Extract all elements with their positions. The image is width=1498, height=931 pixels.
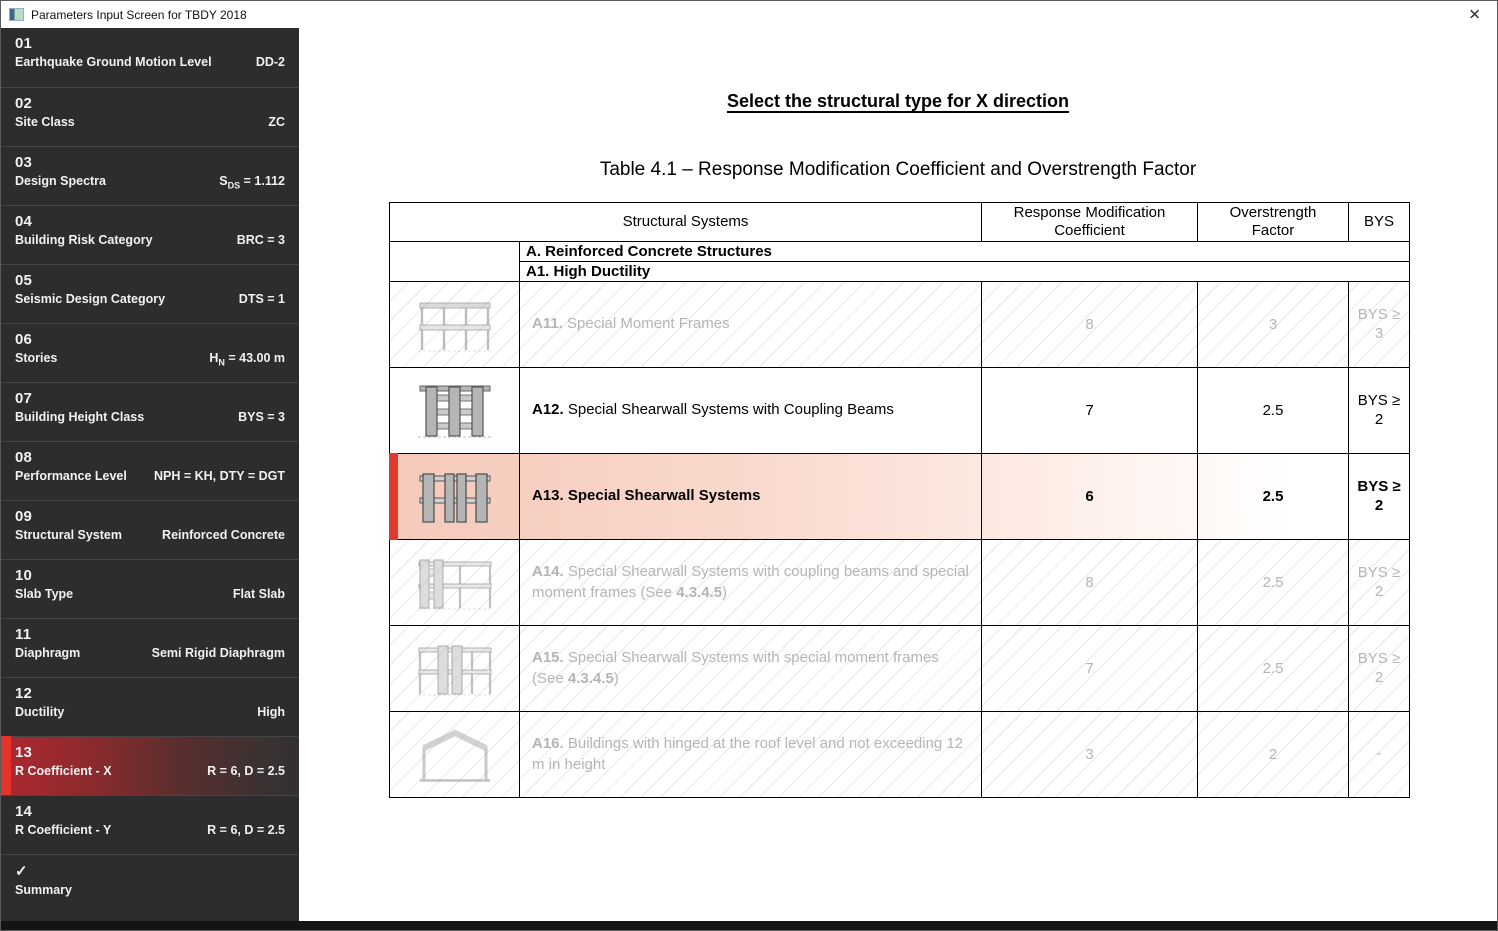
sidebar-item-value: NPH = KH, DTY = DGT [153, 469, 285, 483]
sidebar-item-label: Design Spectra [15, 174, 107, 188]
gable-frame-icon [414, 745, 496, 762]
sidebar-item-number: 11 [15, 626, 32, 643]
structural-type-row-a16[interactable] [390, 712, 1410, 798]
sidebar-item-value: Semi Rigid Diaphragm [151, 646, 285, 660]
sidebar-item-structural-system[interactable] [1, 500, 299, 559]
sidebar-item-label: Structural System [15, 528, 122, 542]
sidebar-item-number: 12 [15, 685, 33, 702]
wall-frame-icon [414, 659, 496, 676]
response-modification-coefficient-value: 8 [982, 282, 1198, 368]
overstrength-factor-value: 3 [1198, 282, 1349, 368]
row-description: A15. Special Shearwall Systems with special moment frames (See 4.3.4.5) [520, 626, 982, 712]
close-icon[interactable]: ✕ [1468, 6, 1481, 23]
structural-type-row-a14[interactable] [390, 540, 1410, 626]
sidebar-item-value: $H_N = 43.00$ m [209, 351, 285, 368]
response-modification-coefficient-value: 7 [982, 368, 1198, 454]
overstrength-factor-value: 2 [1198, 712, 1349, 798]
overstrength-factor-value: 2.5 [1198, 626, 1349, 712]
window-bottom-bar [1, 921, 1497, 930]
col-header-overstrength-factor: Overstrength Factor [1198, 203, 1349, 242]
sidebar-item-seismic-design-category[interactable] [1, 264, 299, 323]
sidebar-item-label: Stories [15, 351, 58, 365]
sidebar-item-value: R = 6, D = 2.5 [207, 764, 285, 778]
section-icon-spacer [390, 242, 520, 282]
shearwall-icon [414, 487, 496, 504]
sidebar-item-value: DD-2 [255, 55, 285, 69]
sidebar-item-label: Building Height Class [15, 410, 145, 424]
row-description: A13. Special Shearwall Systems [520, 454, 982, 540]
sidebar-item-site-class[interactable] [1, 87, 299, 146]
sidebar-item-label: Slab Type [15, 587, 74, 601]
sidebar-item-label: Diaphragm [15, 646, 81, 660]
structural-type-row-a12[interactable] [390, 368, 1410, 454]
sidebar-item-number: 10 [15, 567, 33, 584]
sidebar-item-label: Ductility [15, 705, 65, 719]
sidebar-item-label: R Coefficient - X [15, 764, 112, 778]
sidebar-item-number: 08 [15, 449, 33, 466]
bys-value: BYS ≥ 2 [1349, 540, 1410, 626]
bys-value: - [1349, 712, 1410, 798]
sidebar-item-value: BYS = 3 [238, 410, 285, 424]
sidebar-item-number: ✓ [15, 863, 28, 880]
sidebar-item-label: Site Class [15, 115, 75, 129]
col-header-response-modification-coefficient: Response Modification Coefficient [982, 203, 1198, 242]
sidebar-item-diaphragm[interactable] [1, 618, 299, 677]
page-title: Select the structural type for X direction [726, 91, 1070, 111]
sidebar-item-label: Earthquake Ground Motion Level [15, 55, 212, 69]
row-description: A11. Special Moment Frames [520, 282, 982, 368]
sidebar-item-number: 03 [15, 154, 33, 171]
sidebar-item-earthquake-ground-motion-level[interactable] [1, 28, 299, 87]
row-description: A16. Buildings with hinged at the roof level and not exceeding 12 m in height [520, 712, 982, 798]
sidebar-item-number: 05 [15, 272, 33, 289]
structural-type-row-a13[interactable] [390, 454, 1410, 540]
structural-type-row-a11[interactable] [390, 282, 1410, 368]
response-modification-coefficient-value: 8 [982, 540, 1198, 626]
sidebar [1, 28, 299, 921]
sidebar-item-number: 09 [15, 508, 33, 525]
coupled-shearwall-icon [414, 401, 496, 418]
sidebar-item-value: R = 6, D = 2.5 [207, 823, 285, 837]
sidebar-item-building-height-class[interactable] [1, 382, 299, 441]
sidebar-item-value: Flat Slab [232, 587, 285, 601]
row-description: A12. Special Shearwall Systems with Coupling Beams [520, 368, 982, 454]
table-caption: Table 4.1 – Response Modification Coefficient and Overstrength Factor [599, 159, 1197, 180]
sidebar-item-value: High [257, 705, 285, 719]
sidebar-item-value: Reinforced Concrete [162, 528, 285, 542]
sidebar-item-design-spectra[interactable] [1, 146, 299, 205]
sidebar-item-r-coefficient-y[interactable] [1, 795, 299, 854]
sidebar-item-number: 13 [15, 744, 33, 761]
sidebar-item-performance-level[interactable] [1, 441, 299, 500]
sidebar-item-building-risk-category[interactable] [1, 205, 299, 264]
section-row-a [390, 242, 1410, 262]
sidebar-item-label: R Coefficient - Y [15, 823, 112, 837]
row-description: A14. Special Shearwall Systems with coupling beams and special moment frames (See 4.3.4.5) [520, 540, 982, 626]
sidebar-item-label: Performance Level [15, 469, 127, 483]
response-modification-coefficient-value: 6 [982, 454, 1198, 540]
titlebar [1, 1, 1497, 28]
response-modification-coefficient-value: 7 [982, 626, 1198, 712]
app-icon [9, 8, 24, 21]
response-table [389, 202, 1410, 798]
bys-value: BYS ≥ 2 [1349, 368, 1410, 454]
overstrength-factor-value: 2.5 [1198, 368, 1349, 454]
sidebar-item-number: 02 [15, 95, 33, 112]
sidebar-item-number: 06 [15, 331, 33, 348]
sidebar-item-number: 14 [15, 803, 33, 820]
col-header-bys: BYS [1349, 203, 1410, 242]
moment-frame-icon [414, 315, 496, 332]
section-row-a1 [390, 262, 1410, 282]
sidebar-item-ductility[interactable] [1, 677, 299, 736]
window-title: Parameters Input Screen for TBDY 2018 [31, 7, 247, 22]
sidebar-item-r-coefficient-x[interactable] [1, 736, 299, 795]
sidebar-item-label: Building Risk Category [15, 233, 153, 247]
sidebar-item-number: 01 [15, 35, 33, 52]
sidebar-item-summary[interactable] [1, 854, 299, 913]
structural-type-row-a15[interactable] [390, 626, 1410, 712]
sidebar-item-label: Summary [15, 883, 72, 897]
overstrength-factor-value: 2.5 [1198, 454, 1349, 540]
sidebar-item-number: 04 [15, 213, 33, 230]
sidebar-item-value: BRC = 3 [236, 233, 285, 247]
sidebar-item-number: 07 [15, 390, 33, 407]
main-panel [299, 28, 1497, 921]
sidebar-item-value: $S_{DS} = 1.112$ [219, 174, 285, 191]
sidebar-item-slab-type[interactable] [1, 559, 299, 618]
response-modification-coefficient-value: 3 [982, 712, 1198, 798]
sidebar-item-label: Seismic Design Category [15, 292, 166, 306]
overstrength-factor-value: 2.5 [1198, 540, 1349, 626]
sidebar-item-value: DTS = 1 [238, 292, 285, 306]
wall-frame-coupling-icon [414, 573, 496, 590]
section-label-a: A. Reinforced Concrete Structures [520, 242, 1410, 262]
col-header-structural-systems: Structural Systems [390, 203, 982, 242]
table-header-row [390, 203, 1410, 242]
bys-value: BYS ≥ 2 [1349, 626, 1410, 712]
bys-value: BYS ≥ 2 [1349, 454, 1410, 540]
section-label-a1: A1. High Ductility [520, 262, 1410, 282]
bys-value: BYS ≥ 3 [1349, 282, 1410, 368]
sidebar-item-stories[interactable] [1, 323, 299, 382]
sidebar-item-value: ZC [268, 115, 285, 129]
